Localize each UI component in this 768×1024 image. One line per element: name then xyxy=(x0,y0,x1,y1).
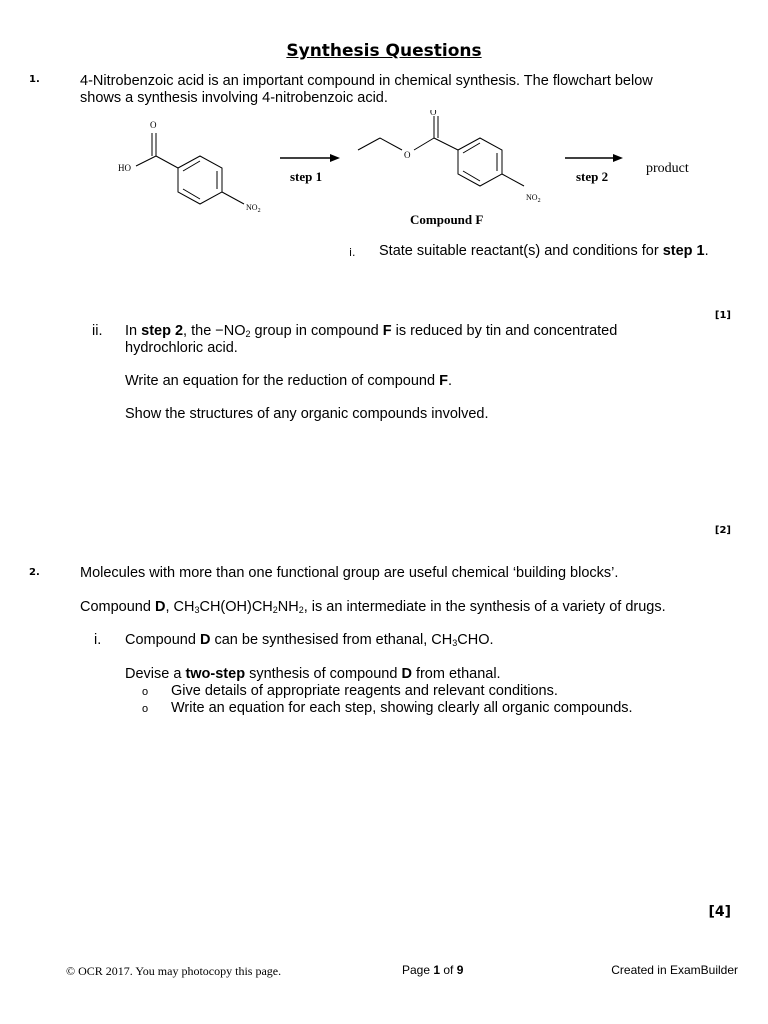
question-1-intro-line1: 4-Nitrobenzoic acid is an important compound in chemical synthesis. The flowchart below xyxy=(80,73,653,89)
q1-part-ii-line1: In step 2, the $-NO_2$ group in compound F is reduced by tin and concentrated xyxy=(125,323,618,339)
step-1-label: step 1 xyxy=(290,169,323,184)
q1-part-ii-line2: hydrochloric acid. xyxy=(125,340,238,356)
q1-part-ii-line3: Write an equation for the reduction of compound F. xyxy=(125,373,452,389)
q2-part-i-line1: Compound D can be synthesised from ethanal, $CH_3CHO$. xyxy=(125,632,494,648)
question-2-number: 2. xyxy=(29,567,40,578)
hydroxyl-label: HO xyxy=(118,163,131,173)
question-1-number: 1. xyxy=(29,74,40,85)
q1-part-i-numeral: i. xyxy=(349,246,356,259)
question-1-intro-line2: shows a synthesis involving 4-nitrobenzoic acid. xyxy=(80,90,388,106)
nitrobenzoic-acid-structure xyxy=(136,133,244,204)
q1-part-ii-numeral: ii. xyxy=(92,323,103,339)
q2-bullet-1: Give details of appropriate reagents and relevant conditions. xyxy=(171,683,558,699)
ester-oxygen-label: O xyxy=(404,150,411,160)
nitro-label-2: $NO_2$ xyxy=(526,193,541,204)
bullet-icon: o xyxy=(142,703,149,715)
compound-f-structure xyxy=(358,116,524,186)
product-label: product xyxy=(646,161,689,176)
q1-part-ii-line4: Show the structures of any organic compounds involved. xyxy=(125,406,489,422)
footer-copyright: © OCR 2017. You may photocopy this page. xyxy=(66,964,282,978)
q1-part-i-text: State suitable reactant(s) and conditions for step 1. xyxy=(379,243,709,259)
q1-part-ii-marks: [2] xyxy=(714,525,731,536)
question-2-intro: Molecules with more than one functional group are useful chemical ‘building blocks’. xyxy=(80,565,619,581)
step-2-arrowhead-icon xyxy=(613,154,623,162)
footer-created-in: Created in ExamBuilder xyxy=(611,963,738,977)
nitro-label-1: $NO_2$ xyxy=(246,203,261,214)
q2-part-i-marks: [4] xyxy=(708,904,731,920)
step-2-label: step 2 xyxy=(576,169,609,184)
page-title: Synthesis Questions xyxy=(286,41,482,61)
synthesis-flowchart xyxy=(100,110,720,235)
q1-part-i-marks: [1] xyxy=(714,310,731,321)
step-1-arrowhead-icon xyxy=(330,154,340,162)
question-2-compound-d: Compound D, $CH_3CH(OH)CH_2NH_2$, is an intermediate in the synthesis of a variety of drugs. xyxy=(80,599,666,615)
q2-part-i-numeral: i. xyxy=(94,632,102,648)
compound-f-label: Compound F xyxy=(410,212,484,227)
bullet-icon: o xyxy=(142,686,149,698)
oxygen-label-2: O xyxy=(430,110,437,117)
oxygen-label-1: O xyxy=(150,120,157,130)
q2-part-i-line2: Devise a two-step synthesis of compound D from ethanal. xyxy=(125,666,501,682)
footer-page-number: Page 1 of 9 xyxy=(402,963,464,977)
q2-bullet-2: Write an equation for each step, showing clearly all organic compounds. xyxy=(171,700,633,716)
